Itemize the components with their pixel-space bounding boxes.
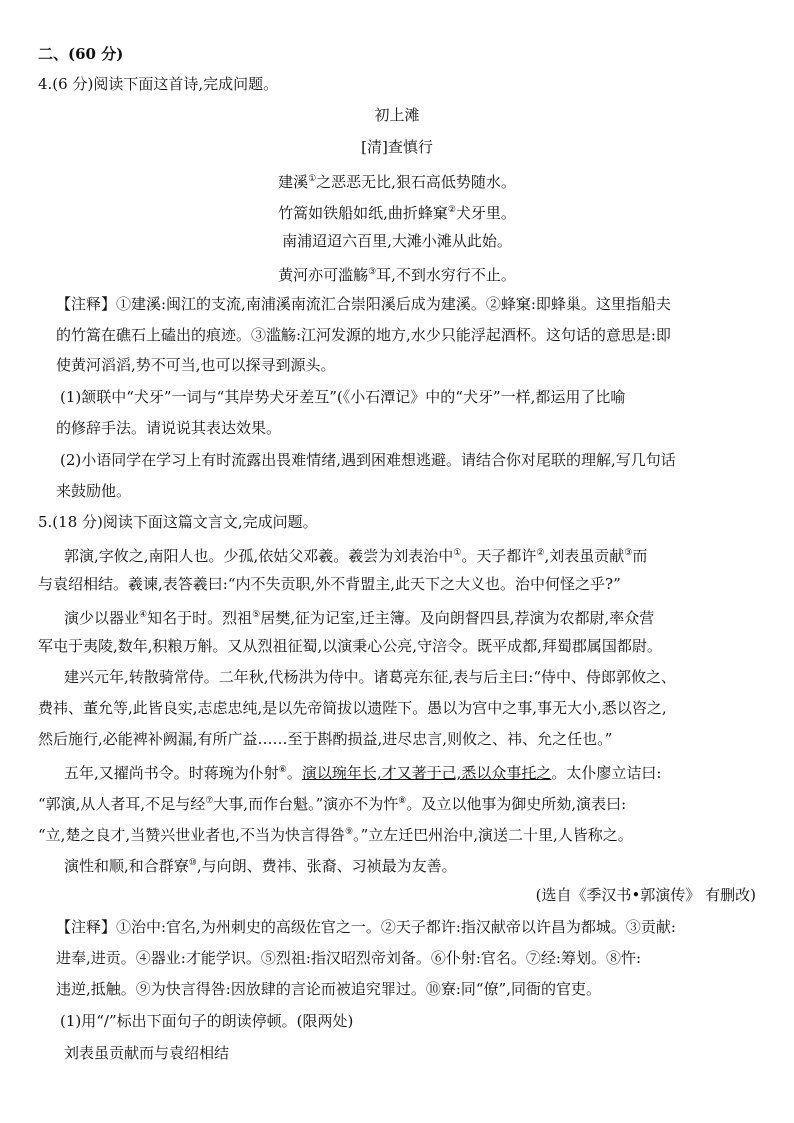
passage-line: 然后施行,必能裨补阙漏,有所广益……至于斟酌损益,进尽忠言,则攸之、祎、允之任也。”	[38, 730, 613, 748]
question-4-1-cont: 的修辞手法。请说说其表达效果。	[56, 419, 282, 437]
poem-line-2: 竹篙如铁船如纸,曲折蜂窠②犬牙里。	[278, 204, 516, 222]
passage-source: (选自《季汉书•郭演传》 有删改)	[535, 886, 756, 904]
poem-line-3: 南浦迢迢六百里,大滩小滩从此始。	[282, 232, 512, 250]
poem-title: 初上滩	[374, 106, 420, 124]
passage-line: 军屯于夷陵,数年,积粮万斛。又从烈祖征蜀,以演秉心公亮,守涪令。既平成都,拜蜀郡属国都尉。	[38, 637, 662, 655]
passage-notes-line: 【注释】①治中:官名,为州刺史的高级佐官之一。②天子都许:指汉献帝以许昌为都城。③贡献:	[56, 918, 676, 936]
question-4-2: (2)小语同学在学习上有时流露出畏难情绪,遇到困难想逃避。请结合你对尾联的理解,写几句话	[60, 451, 676, 469]
section-title: 二、(60 分)	[38, 45, 124, 63]
question-5-1: (1)用“/”标出下面句子的朗读停顿。(限两处)	[60, 1012, 354, 1030]
passage-notes-line: 进奉,进贡。④器业:才能学识。⑤烈祖:指汉昭烈帝刘备。⑥仆射:官名。⑦经:筹划。⑧忤:	[56, 949, 642, 967]
question-4-header: 4.(6 分)阅读下面这首诗,完成问题。	[38, 75, 279, 93]
passage-line: 演性和顺,和合群寮⑩,与向朗、费祎、张裔、习祯最为友善。	[64, 857, 457, 875]
note-marker: ①	[308, 174, 317, 184]
question-4-1: (1)颔联中“犬牙”一词与“其岸势犬牙差互”(《小石潭记》中的“犬牙”一样,都运用了比喻	[60, 388, 626, 406]
passage-line: 建兴元年,转散骑常侍。二年秋,代杨洪为侍中。诸葛亮东征,表与后主曰:“侍中、侍郎郭攸之、	[64, 668, 677, 686]
passage-line: 与袁绍相结。羲谏,表答羲曰:“内不失贡职,外不背盟主,此天下之大义也。治中何怪之乎?”	[38, 575, 621, 593]
underlined-sentence: 演以琬年长,才又著于己,悉以众事托之	[301, 764, 552, 782]
passage-line: “立,楚之良才,当赞兴世业者也,不当为快言得咎⑨。”立左迁巴州治中,演送二十里,人皆称之。	[38, 826, 633, 844]
poem-line-1: 建溪①之恶恶无比,狠石高低势随水。	[278, 173, 516, 191]
poem-notes-line: 的竹篙在礁石上磕出的痕迹。③滥觞:江河发源的地方,水少只能浮起酒杯。这句话的意思是:即	[56, 326, 671, 344]
poem-line-4: 黄河亦可滥觞③耳,不到水穷行不止。	[278, 266, 516, 284]
poem-notes-line: 使黄河滔滔,势不可当,也可以探寻到源头。	[56, 356, 336, 374]
passage-line: 演少以器业④知名于时。烈祖⑤居樊,征为记室,迁主簿。及向朗督四县,荐演为农都尉,率众营	[64, 609, 655, 627]
question-5-header: 5.(18 分)阅读下面这篇文言文,完成问题。	[38, 513, 318, 531]
note-marker: ②	[447, 205, 456, 215]
poem-author: [清]查慎行	[361, 138, 433, 156]
passage-line: “郭演,从人者耳,不足与经⑦大事,而作台魁。”演亦不为忤⑧。及立以他事为御史所劾,演表曰:	[38, 795, 627, 813]
passage-line: 费祎、董允等,此皆良实,志虑忠纯,是以先帝简拔以遗陛下。愚以为宫中之事,事无大小,悉以咨之,	[38, 699, 667, 717]
question-4-2-cont: 来鼓励他。	[56, 482, 132, 500]
poem-notes-line: 【注释】①建溪:闽江的支流,南浦溪南流汇合崇阳溪后成为建溪。②蜂窠:即蜂巢。这里指船夫	[56, 295, 671, 313]
question-5-1-sentence: 刘表虽贡献而与袁绍相结	[64, 1044, 230, 1062]
passage-notes-line: 违逆,抵触。⑨为快言得咎:因放肆的言论而被追究罪过。⑩寮:同“僚”,同衙的官吏。	[56, 980, 601, 998]
passage-line: 五年,又擢尚书令。时蒋琬为仆射⑥。演以琬年长,才又著于己,悉以众事托之。太仆廖立诘曰:	[64, 764, 662, 782]
passage-line: 郭演,字攸之,南阳人也。少孤,依姑父邓羲。羲尝为刘表治中①。天子都许②,刘表虽贡献③而	[64, 547, 648, 565]
note-marker: ③	[368, 267, 377, 277]
